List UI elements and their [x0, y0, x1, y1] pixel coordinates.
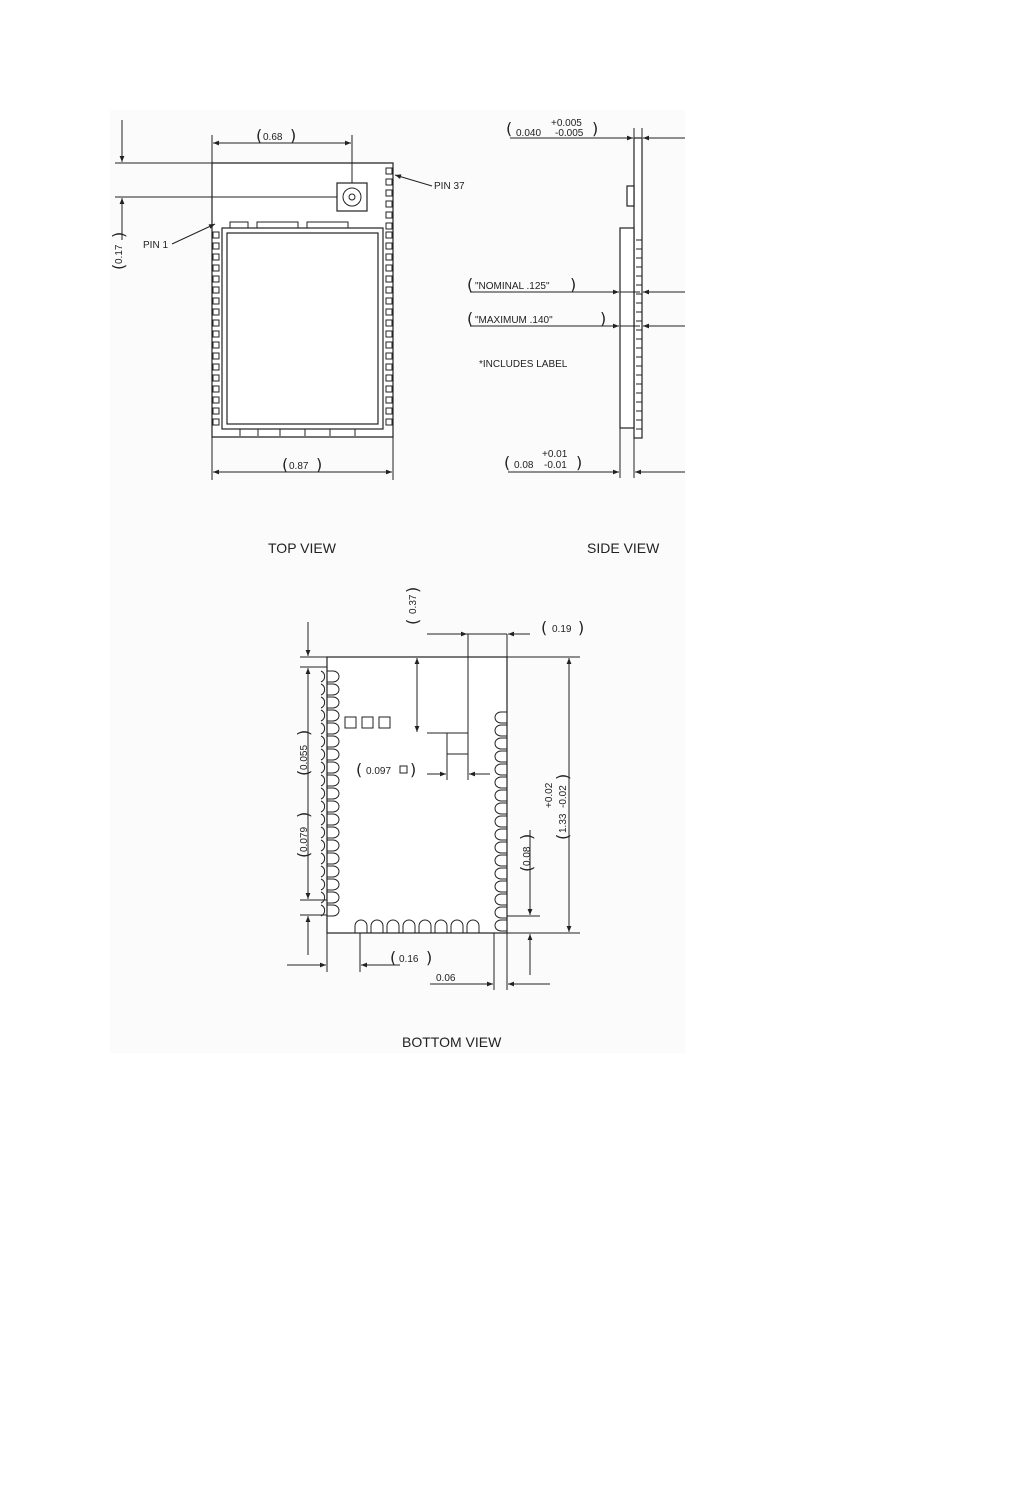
- side-note-label: *INCLUDES LABEL: [479, 359, 568, 370]
- dim-037-label: 0.37: [408, 594, 419, 614]
- svg-text:(: (: [356, 760, 363, 779]
- dim-068-label: 0.68: [263, 132, 283, 143]
- svg-text:(: (: [109, 263, 128, 270]
- dim-0079-label: 0.079: [299, 826, 310, 852]
- svg-text:(: (: [506, 119, 513, 138]
- dim-006-label: 0.06: [436, 973, 456, 984]
- svg-text:(: (: [504, 453, 511, 472]
- dim-height-nominal: 1.33: [558, 813, 569, 833]
- dim-087-label: 0.87: [289, 461, 309, 472]
- pin37-label: PIN 37: [434, 181, 465, 192]
- svg-text:): ): [576, 453, 583, 472]
- pin1-label: PIN 1: [143, 240, 169, 251]
- svg-text:(: (: [467, 275, 474, 294]
- svg-text:): ): [316, 455, 323, 474]
- svg-text:): ): [403, 586, 422, 593]
- dim-019-label: 0.19: [552, 624, 572, 635]
- side-base-plus: +0.01: [542, 449, 568, 460]
- svg-text:): ): [553, 773, 572, 780]
- svg-text:(: (: [294, 769, 313, 776]
- svg-text:): ): [600, 309, 607, 328]
- side-view-shield: [620, 228, 634, 428]
- dim-016-label: 0.16: [399, 954, 419, 965]
- svg-text:(: (: [553, 833, 572, 840]
- svg-text:): ): [578, 618, 585, 637]
- svg-text:(: (: [282, 455, 289, 474]
- svg-text:): ): [570, 275, 577, 294]
- side-view-connector: [627, 186, 634, 206]
- svg-text:(: (: [467, 309, 474, 328]
- dim-0055-label: 0.055: [299, 744, 310, 770]
- top-view-label-area: [227, 233, 378, 424]
- svg-text:(: (: [403, 618, 422, 625]
- svg-text:(: (: [390, 948, 397, 967]
- dim-height-plus: +0.02: [544, 782, 555, 808]
- connector-body: [337, 183, 367, 211]
- side-thickness-nominal: 0.040: [516, 128, 542, 139]
- dim-008-label: 0.08: [522, 846, 533, 866]
- svg-text:): ): [294, 811, 313, 818]
- svg-text:): ): [290, 126, 297, 145]
- side-view-title: SIDE VIEW: [587, 540, 660, 556]
- svg-text:(: (: [294, 851, 313, 858]
- svg-text:): ): [592, 119, 599, 138]
- side-nominal-label: "NOMINAL .125": [475, 281, 550, 292]
- bottom-view-title: BOTTOM VIEW: [402, 1034, 502, 1050]
- side-base-minus: -0.01: [544, 460, 567, 471]
- svg-text:(: (: [256, 126, 263, 145]
- dim-height-minus: -0.02: [558, 785, 569, 808]
- svg-text:): ): [517, 833, 536, 840]
- svg-text:(: (: [517, 865, 536, 872]
- side-maximum-label: "MAXIMUM .140": [475, 315, 553, 326]
- side-thickness-minus: -0.005: [555, 128, 584, 139]
- side-thickness-plus: +0.005: [551, 118, 582, 129]
- svg-text:): ): [294, 729, 313, 736]
- top-view-title: TOP VIEW: [268, 540, 336, 556]
- svg-text:(: (: [541, 618, 548, 637]
- svg-text:): ): [410, 760, 417, 779]
- dim-0097-label: 0.097: [366, 766, 392, 777]
- dim-017-label: 0.17: [114, 244, 125, 264]
- side-base-nominal: 0.08: [514, 460, 534, 471]
- svg-text:): ): [426, 948, 433, 967]
- svg-text:): ): [109, 231, 128, 238]
